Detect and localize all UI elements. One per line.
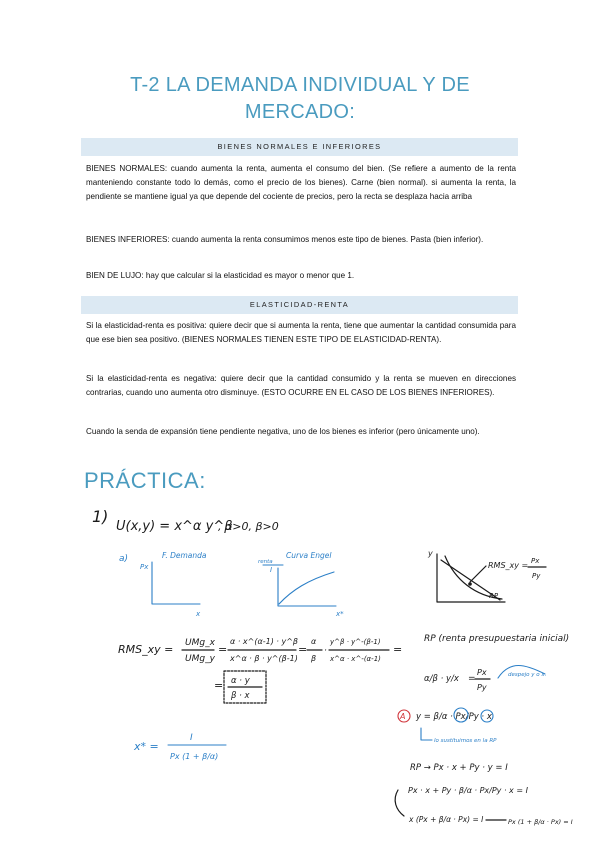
- rms-frac-num: UMg_x: [185, 638, 215, 648]
- paragraph-bienes-inferiores: BIENES INFERIORES: cuando aumenta la renta consumimos menos este tipo de bienes. Pasta (bien inferior).: [86, 235, 484, 244]
- engel-graph: [258, 551, 344, 618]
- rms-step4-den: x^α · x^-(α-1): [330, 655, 381, 663]
- engel-axis-x: x*: [336, 610, 344, 618]
- svg-text:·: ·: [324, 646, 327, 656]
- rms-step4-num: y^β · y^-(β-1): [330, 638, 381, 646]
- step-a-label: A: [400, 712, 406, 721]
- rp-heading: RP (renta presupuestaria inicial): [424, 634, 570, 644]
- rms-step3-den: β: [311, 654, 317, 663]
- demand-axis-x: x: [196, 610, 201, 618]
- utility-function: U(x,y) = x^α y^β: [116, 519, 233, 534]
- budget-work: [395, 634, 573, 826]
- svg-text:=: =: [468, 674, 476, 684]
- svg-text:=: =: [214, 679, 224, 692]
- demand-graph-label: F. Demanda: [162, 551, 207, 560]
- part-a-label: a): [119, 554, 129, 564]
- substitution-equation: Px · x + Py · β/α · Px/Py · x = I: [408, 786, 528, 795]
- eq1-rhs-num: Px: [477, 668, 487, 677]
- optimum-rp-label: RP: [489, 592, 499, 600]
- x-star-num: I: [190, 733, 193, 743]
- paragraph-elasticidad-positiva: Si la elasticidad-renta es positiva: quiere decir que si aumenta la renta, tiene que aumentar la cantidad consumida para que ese bien sea positivo. (BIENES NORMALES TIENEN ESTE TIPO DE ELASTICIDAD-RENTA).: [86, 321, 516, 345]
- practice-heading: PRÁCTICA:: [84, 468, 206, 493]
- rms-frac-den: UMg_y: [185, 654, 215, 664]
- optimum-rms-den: Py: [532, 572, 541, 580]
- demand-axis-y: Px: [140, 563, 149, 571]
- rms-step2-num: α · x^(α-1) · y^β: [230, 637, 299, 646]
- factor-equation-2: Px (1 + β/α · Px) = I: [508, 818, 573, 826]
- utility-conditions: , α>0, β>0: [218, 520, 279, 533]
- optimum-graph: [427, 549, 546, 602]
- step-a-equation: y = β/α · Px/Py · x: [416, 712, 492, 722]
- annotation-despejo: despejo y o x.: [508, 672, 547, 678]
- x-star-lhs: x* =: [134, 740, 159, 753]
- title-line-2: MERCADO:: [244, 101, 356, 123]
- x-star-den: Px (1 + β/α): [170, 752, 219, 761]
- paragraph-bien-de-lujo: BIEN DE LUJO: hay que calcular si la elasticidad es mayor o menor que 1.: [86, 271, 355, 280]
- svg-text:=: =: [218, 643, 228, 656]
- optimum-rms-label: RMS_xy =: [488, 561, 529, 570]
- rms-step2-den: x^α · β · y^(β-1): [230, 654, 298, 663]
- svg-text:=: =: [298, 643, 308, 656]
- svg-text:=: =: [393, 643, 403, 656]
- engel-graph-label: Curva Engel: [286, 551, 332, 560]
- eq1-rhs-den: Py: [477, 683, 487, 692]
- problem-number: 1): [92, 507, 109, 526]
- x-star-result: [133, 733, 226, 761]
- title-line-1: T-2 LA DEMANDA INDIVIDUAL Y DE: [130, 74, 470, 96]
- optimum-rms-num: Px: [531, 557, 540, 565]
- paragraph-bienes-normales: BIENES NORMALES: cuando aumenta la renta, aumenta el consumo del bien. (Se refiere a aumento de la renta manteniendo constante todo lo demás, como el precio de los bienes). Carne (bien normal). si aumenta la renta, la pendiente se mantiene igual ya que depende del cociente de precios, pero la recta se desplaza hacia arriba: [86, 164, 516, 202]
- optimum-axis-y: y: [428, 549, 433, 558]
- demand-graph: [140, 551, 207, 618]
- rp-equation: RP → Px · x + Py · y = I: [410, 763, 508, 773]
- annotation-sustituimos: lo sustituimos en la RP: [434, 738, 497, 744]
- section-heading-bienes: BIENES NORMALES E INFERIORES: [81, 138, 518, 156]
- eq1-lhs: α/β · y/x: [424, 674, 459, 684]
- rms-result-den: β · x: [231, 691, 250, 701]
- factor-equation: x (Px + β/α · Px) = I: [409, 815, 484, 824]
- rms-step3-num: α: [311, 637, 317, 646]
- rms-lhs: RMS_xy =: [118, 643, 174, 656]
- rms-result-num: α · y: [231, 676, 250, 686]
- rms-derivation: [118, 637, 402, 703]
- engel-label-small: renta: [258, 559, 273, 565]
- paragraph-senda-expansion: Cuando la senda de expansión tiene pendiente negativa, uno de los bienes es inferior (pero únicamente uno).: [86, 427, 480, 436]
- engel-axis-y: I: [270, 566, 273, 574]
- section-heading-elasticidad: ELASTICIDAD-RENTA: [81, 296, 518, 314]
- paragraph-elasticidad-negativa: Si la elasticidad-renta es negativa: quiere decir que la cantidad consumido y la renta se mueven en direcciones contrarias, cuando uno aumenta otro disminuye. (ESTO OCURRE EN EL CASO DE LOS BIENES INFERIORES).: [86, 374, 516, 398]
